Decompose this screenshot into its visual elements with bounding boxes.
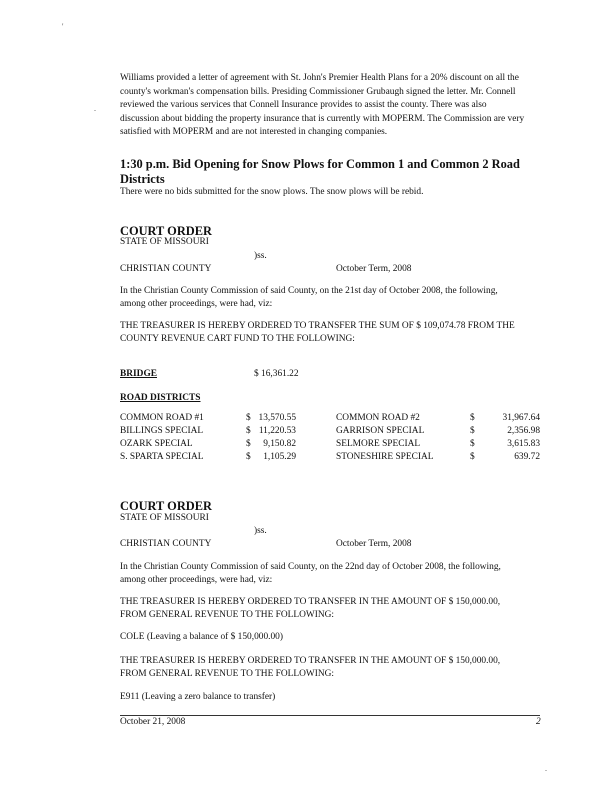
district-name: OZARK SPECIAL bbox=[120, 439, 193, 449]
court-order-1-state: STATE OF MISSOURI bbox=[120, 237, 209, 247]
bid-text: There were no bids submitted for the snow plows. The snow plows will be rebid. bbox=[120, 187, 424, 197]
district-name: SELMORE SPECIAL bbox=[336, 439, 421, 449]
bridge-amount: $ 16,361.22 bbox=[254, 369, 299, 379]
district-amount: 11,220.53 bbox=[258, 426, 296, 436]
court-order-1-preamble: among other proceedings, were had, viz: bbox=[120, 299, 273, 309]
cole-line: COLE (Leaving a balance of $ 150,000.00) bbox=[120, 632, 283, 642]
court-order-2-order: THE TREASURER IS HEREBY ORDERED TO TRANSFER IN THE AMOUNT OF $ 150,000.00, bbox=[120, 656, 501, 666]
district-dollar: $ bbox=[470, 413, 475, 423]
district-amount: 639.72 bbox=[514, 452, 540, 462]
bid-heading-line2: Districts bbox=[120, 172, 165, 186]
intro-line: satisfied with MOPERM and are not interested in changing companies. bbox=[120, 127, 388, 138]
district-dollar: $ bbox=[246, 413, 251, 423]
bid-heading-line1: 1:30 p.m. Bid Opening for Snow Plows for Common 1 and Common 2 Road bbox=[120, 157, 520, 171]
intro-paragraph bbox=[120, 72, 550, 140]
court-order-2-heading: COURT ORDER bbox=[120, 499, 212, 513]
district-dollar: $ bbox=[470, 439, 475, 449]
court-order-2-preamble: In the Christian County Commission of said County, on the 22nd day of October 2008, the following, bbox=[120, 562, 501, 572]
court-order-2-order: THE TREASURER IS HEREBY ORDERED TO TRANSFER IN THE AMOUNT OF $ 150,000.00, bbox=[120, 597, 501, 607]
scan-mark: ' bbox=[62, 22, 64, 31]
district-name: BILLINGS SPECIAL bbox=[120, 426, 204, 436]
scan-mark: . bbox=[94, 104, 96, 113]
court-order-1-preamble: In the Christian County Commission of said County, on the 21st day of October 2008, the following, bbox=[120, 286, 498, 296]
court-order-1-order: THE TREASURER IS HEREBY ORDERED TO TRANSFER THE SUM OF $ 109,074.78 FROM THE bbox=[120, 321, 515, 331]
court-order-1-county: CHRISTIAN COUNTY bbox=[120, 264, 212, 274]
court-order-2-ss: )ss. bbox=[254, 526, 267, 536]
bridge-label: BRIDGE bbox=[120, 369, 157, 379]
court-order-2-state: STATE OF MISSOURI bbox=[120, 513, 209, 523]
district-amount: 3,615.83 bbox=[507, 439, 540, 449]
district-name: COMMON ROAD #1 bbox=[120, 413, 204, 423]
e911-line: E911 (Leaving a zero balance to transfer) bbox=[120, 692, 276, 702]
district-amount: 31,967.64 bbox=[502, 413, 540, 423]
court-order-1-heading: COURT ORDER bbox=[120, 224, 212, 238]
court-order-2-county: CHRISTIAN COUNTY bbox=[120, 539, 212, 549]
footer-date: October 21, 2008 bbox=[120, 717, 186, 727]
court-order-1-term: October Term, 2008 bbox=[336, 264, 412, 274]
court-order-1-order: COUNTY REVENUE CART FUND TO THE FOLLOWING: bbox=[120, 334, 355, 344]
intro-line: discussion about bidding the property insurance that is currently with MOPERM. The Commission are very bbox=[120, 113, 525, 124]
district-name: STONESHIRE SPECIAL bbox=[336, 452, 434, 462]
court-order-2-order: FROM GENERAL REVENUE TO THE FOLLOWING: bbox=[120, 610, 334, 620]
court-order-1-ss: )ss. bbox=[254, 251, 267, 261]
court-order-2-term: October Term, 2008 bbox=[336, 539, 412, 549]
district-dollar: $ bbox=[246, 439, 251, 449]
footer-page-number: 2 bbox=[536, 717, 541, 727]
road-districts-label: ROAD DISTRICTS bbox=[120, 393, 201, 403]
intro-line: reviewed the various services that Connell Insurance provides to assist the county. There was also bbox=[120, 100, 487, 111]
district-dollar: $ bbox=[470, 452, 475, 462]
intro-line: Williams provided a letter of agreement with St. John's Premier Health Plans for a 20% discount on all the bbox=[120, 73, 519, 83]
court-order-2-preamble: among other proceedings, were had, viz: bbox=[120, 575, 273, 585]
district-name: S. SPARTA SPECIAL bbox=[120, 452, 204, 462]
district-amount: 1,105.29 bbox=[263, 452, 296, 462]
district-dollar: $ bbox=[470, 426, 475, 436]
district-amount: 2,356.98 bbox=[507, 426, 540, 436]
district-amount: 13,570.55 bbox=[258, 413, 296, 423]
district-dollar: $ bbox=[246, 426, 251, 436]
district-name: COMMON ROAD #2 bbox=[336, 413, 420, 423]
district-amount: 9,150.82 bbox=[263, 439, 296, 449]
intro-line: county's workman's compensation bills. Presiding Commissioner Grubaugh signed the letter. Mr. Connell bbox=[120, 86, 516, 97]
district-name: GARRISON SPECIAL bbox=[336, 426, 425, 436]
district-dollar: $ bbox=[246, 452, 251, 462]
court-order-2-order: FROM GENERAL REVENUE TO THE FOLLOWING: bbox=[120, 669, 334, 679]
scan-mark: . bbox=[545, 764, 547, 773]
